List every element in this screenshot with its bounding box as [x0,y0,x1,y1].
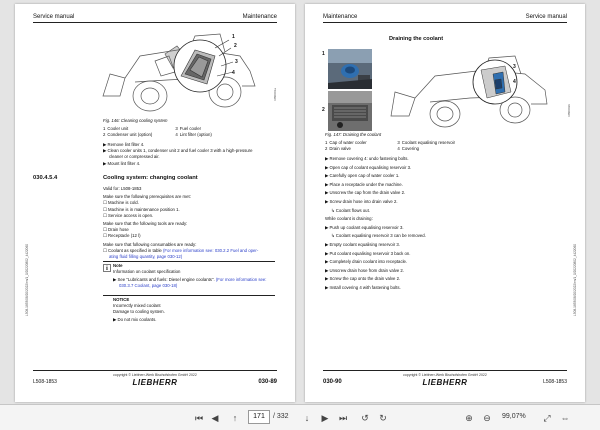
step-text: Put coolant equalising reservoir 3 back on. [329,250,411,256]
consumable-text: Coolant as specified in table [108,247,162,253]
page-footer [323,370,567,390]
figure-legend [103,126,214,137]
legend-text: Condenser unit (option) [107,131,153,137]
page-down-icon[interactable]: ↓ [304,413,310,423]
note-icon [103,264,111,272]
consumable-item: ☐ Coolant as specified in table (For more information see: 030.2.2 Fuel and oper- [103,247,259,253]
first-page-icon[interactable]: ⏮ [194,412,204,423]
prereq-item: ☐ Machine is cold. [103,200,139,206]
step-text: Unscrew the cap from the drain valve 2. [329,190,406,196]
step-item: ▶ Put coolant equalising reservoir 3 back on. [325,250,411,256]
figure-caption: Fig. 146: Cleaning cooling system [103,118,168,123]
step-text-cont: cleaner or compressed air. [109,154,160,160]
footer-code: L508-1853 [543,379,567,385]
legend-num: 4 [175,131,178,137]
step-item: ▶ Unscrew the cap from the drain valve 2. [325,190,406,196]
while-draining: While coolant is draining: [325,216,373,222]
last-page-icon[interactable]: ⏭ [338,412,348,423]
note-item-text: See "Lubricants and fuels: Diesel engine coolants". [117,277,215,282]
legend-text: Covering [401,145,419,151]
figure-code: RB0002b [567,104,571,117]
step-item: ▶ Clean cooler units 1, condenser unit 2 and fuel cooler 3 with a high-pressure [103,148,253,154]
notice-title: NOTICE [113,297,130,302]
figure-code: RB0001a [273,88,277,101]
page-number: 030-90 [323,379,342,385]
legend-text: Fuel cooler [179,126,202,131]
step-item: ▶ Open cap of coolant equalising reservoir 3. [325,164,412,170]
copyright: copyright © Liebherr-Werk Bischofshofen GmbH 2022 [113,373,197,377]
header-left: Maintenance [323,14,358,20]
prereq-text: Machine is cold. [108,200,139,206]
page-up-icon[interactable]: ↑ [232,413,238,423]
step-list-draining [325,155,426,293]
prereq-item: ☐ Machine is in maintenance position 1. [103,206,180,212]
valid-for: Valid for: L508-1853 [103,186,142,191]
note-divider [103,261,275,262]
legend-num: 4 [397,145,400,151]
step-list-cleaning [103,142,253,167]
notice-item-text: Do not mix coolants. [117,317,157,322]
step-item: ▶ Mount lint filter 4. [103,160,141,166]
viewer-toolbar [0,404,600,430]
page-total: / 332 [273,413,289,420]
note-text: Information on coolant specification [113,269,181,275]
notice-divider [103,295,275,296]
note-link[interactable]: (For more information see: [215,277,267,282]
legend-num: 2 [325,145,328,151]
side-doc-code: L508-1853/08/20/2022/en/1_0/20220802_4422060 [25,244,29,316]
note-item: ▶ See "Lubricants and fuels: Diesel engine coolants". (For more information see: 030.3.7 Coolant, page 030-18) [113,277,267,289]
legend-text: Coolant equalising reservoir [401,140,456,145]
step-item: ▶ Remove lint filter 4. [103,142,145,147]
step-text: Carefully open cap of water cooler 1. [329,173,400,179]
prereq-text: Service access is open. [108,212,154,218]
step-text: Clean cooler units 1, condenser unit 2 and fuel cooler 3 with a high-pressure [107,148,253,154]
result-text: Coolant flows out. [335,207,370,213]
legend-num: 1 [325,140,328,145]
photo-drain-valve [328,91,372,131]
step-result: ↳ Coolant flows out. [331,207,370,213]
step-item: ▶ Screw drain hose into drain valve 2. [325,198,398,204]
previous-page-icon[interactable]: ◀ [211,412,219,423]
step-text: Completely drain coolant into receptacle. [329,259,408,265]
legend-num: 2 [103,131,106,137]
legend-text: Cap of water cooler [329,140,367,145]
consumable-link[interactable]: (For more information see: 030.2.2 Fuel and oper- [163,247,259,253]
brand-logo: LIEBHERR [132,378,178,387]
note-link-cont[interactable]: 030.3.7 Coolant, page 030-18) [119,283,178,289]
section-title: Cooling system: changing coolant [103,175,198,181]
header-left: Service manual [33,14,75,20]
step-item: ▶ Remove covering 4: undo fastening bolts. [325,156,409,161]
legend-num: 1 [103,126,106,131]
consumables-intro: Make sure that following consumables are ready: [103,241,197,247]
step-text: Push up coolant equalising reservoir 3. [329,224,404,230]
callout-4: 4 [513,79,516,85]
step-text: Unscrew drain hose from drain valve 2. [329,267,405,273]
notice-line1: Incorrectly mixed coolant [113,303,161,309]
figure-caption: Fig. 147: Draining the coolant [325,132,382,137]
next-page-icon[interactable]: ▶ [321,412,329,423]
step-text: Install covering 4 with fastening bolts. [329,284,401,290]
notice-item: ▶ Do not mix coolants. [113,317,157,322]
note-box [113,263,180,275]
document-page-left [15,4,295,402]
step-item: ▶ Unscrew drain hose from drain valve 2. [325,267,405,273]
document-page-right [305,4,585,402]
footer-code: L508-1853 [33,379,57,385]
step-item: ▶ Completely drain coolant into receptacle. [325,259,408,265]
tools-intro: Make sure that the following tools are ready: [103,221,188,227]
note-title: Note [113,263,123,268]
page-header [323,14,567,23]
result-text: Coolant equalising reservoir 3 can be removed. [335,233,426,239]
step-text: Screw drain hose into drain valve 2. [329,198,398,204]
zoom-level[interactable]: 99,07% [502,413,526,420]
figure-legend [325,140,457,151]
step-item: ▶ Empty coolant equalising reservoir 3. [325,241,400,247]
step-text: Screw the cap onto the drain valve 2. [329,276,401,282]
loader-cooling-figure [95,26,275,116]
side-doc-code: L508-1853/08/20/2022/en/1_0/20220802_4422060 [573,244,577,316]
fit-width-icon[interactable]: ⇔ [560,413,570,423]
legend-text: Cooler unit [107,126,129,131]
legend-text: Drain valve [329,145,351,151]
legend-num: 3 [175,126,178,131]
step-item: ▶ Screw the cap onto the drain valve 2. [325,276,401,282]
callout-4: 4 [232,70,235,76]
prereq-item: ☐ Service access is open. [103,212,154,218]
page-footer [33,370,277,390]
step-text: Remove lint filter 4. [107,142,145,147]
legend-text: Lint filter (option) [179,131,212,137]
step-item: ▶ Place a receptacle under the machine. [325,181,403,187]
step-text: Open cap of coolant equalising reservoir 3. [329,164,412,170]
zoom-out-icon[interactable]: ⊖ [483,412,491,423]
rotate-right-icon[interactable]: ↻ [379,412,387,423]
tool-item: ☐ Receptacle (12 l) [103,233,141,239]
header-right: Service manual [525,14,567,20]
notice-line2: Damage to cooling system. [113,309,165,315]
zoom-in-icon[interactable]: ⊕ [465,412,473,423]
callout-2: 2 [234,43,237,49]
copyright: copyright © Liebherr-Werk Bischofshofen GmbH 2022 [403,373,487,377]
notice-box [113,297,165,316]
tool-item: ☐ Drain hose [103,227,129,233]
step-item: ▶ Install covering 4 with fastening bolts. [325,284,401,290]
header-right: Maintenance [242,14,277,20]
tool-text: Drain hose [108,227,129,233]
callout-3: 3 [235,59,238,65]
photo-cap-water-cooler [328,49,372,89]
step-item: ▶ Push up coolant equalising reservoir 3. [325,224,404,230]
callout-2: 2 [322,107,325,113]
consumable-link-cont[interactable]: ating fluid filling quantity, page 030-12) [109,254,183,260]
tool-text: Receptacle (12 l) [108,233,141,239]
step-text: Remove covering 4: undo fastening bolts. [329,156,409,161]
page-number-input[interactable]: 171 [248,410,270,424]
step-item: ▶ Carefully open cap of water cooler 1. [325,173,400,179]
fit-page-icon[interactable]: ⤢ [543,412,551,423]
svg-text:i: i [106,266,108,272]
page-header [33,14,277,23]
section-number: 030.4.5.4 [33,175,58,181]
brand-logo: LIEBHERR [422,378,468,387]
page-number: 030-89 [258,379,277,385]
legend-num: 3 [397,140,400,145]
callout-1: 1 [322,51,325,57]
step-result: ↳ Coolant equalising reservoir 3 can be removed. [331,233,426,239]
rotate-left-icon[interactable]: ↺ [361,412,369,423]
prereq-text: Machine is in maintenance position 1. [108,206,180,212]
loader-drain-figure [375,52,565,132]
step-text: Place a receptacle under the machine. [329,181,403,187]
callout-3: 3 [513,64,516,70]
step-text: Mount lint filter 4. [107,160,141,166]
prereq-intro: Make sure the following prerequisites are met: [103,194,191,200]
callout-1: 1 [232,34,235,40]
section-body [103,186,258,260]
step-text: Empty coolant equalising reservoir 3. [329,241,400,247]
section-heading: Draining the coolant [389,36,444,42]
